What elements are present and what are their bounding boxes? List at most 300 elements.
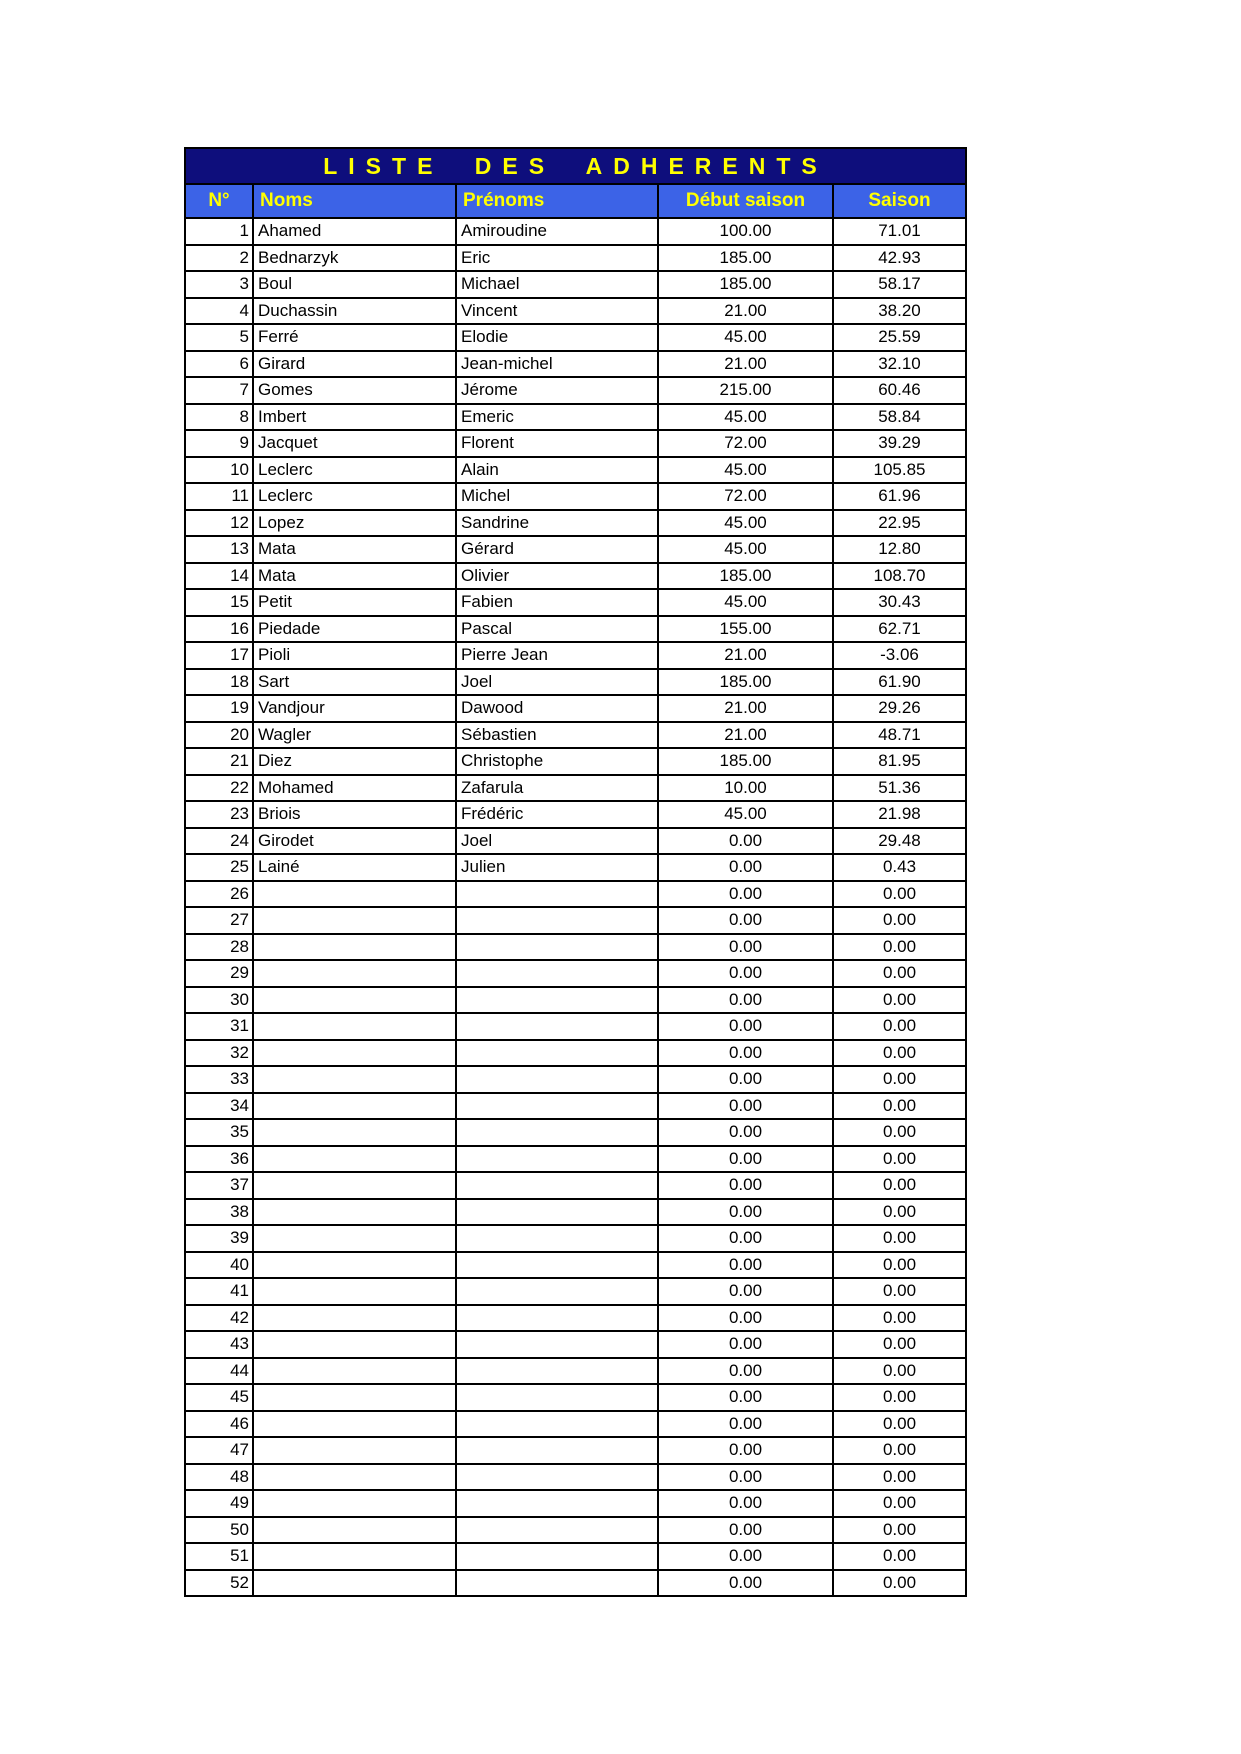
table-row bbox=[185, 1570, 966, 1597]
cell-prenom bbox=[456, 1093, 658, 1120]
cell-numero: 2 bbox=[185, 245, 253, 272]
cell-nom: Mohamed bbox=[253, 775, 456, 802]
cell-numero: 16 bbox=[185, 616, 253, 643]
cell-debut-saison: 21.00 bbox=[658, 298, 833, 325]
cell-numero: 23 bbox=[185, 801, 253, 828]
cell-saison: 105.85 bbox=[833, 457, 966, 484]
table-row bbox=[185, 1225, 966, 1252]
table-row bbox=[185, 748, 966, 775]
table-row bbox=[185, 1093, 966, 1120]
table-body bbox=[185, 218, 966, 1596]
table-row bbox=[185, 483, 966, 510]
cell-debut-saison: 45.00 bbox=[658, 589, 833, 616]
table-row bbox=[185, 245, 966, 272]
cell-saison: 0.00 bbox=[833, 1358, 966, 1385]
cell-numero: 50 bbox=[185, 1517, 253, 1544]
cell-debut-saison: 0.00 bbox=[658, 1119, 833, 1146]
cell-nom bbox=[253, 1331, 456, 1358]
cell-nom bbox=[253, 1146, 456, 1173]
table-row bbox=[185, 801, 966, 828]
table-row bbox=[185, 907, 966, 934]
cell-prenom bbox=[456, 934, 658, 961]
table-row bbox=[185, 377, 966, 404]
cell-nom bbox=[253, 934, 456, 961]
cell-saison: 58.84 bbox=[833, 404, 966, 431]
cell-debut-saison: 0.00 bbox=[658, 960, 833, 987]
cell-nom: Leclerc bbox=[253, 483, 456, 510]
table-row bbox=[185, 404, 966, 431]
cell-saison: 32.10 bbox=[833, 351, 966, 378]
cell-saison: 51.36 bbox=[833, 775, 966, 802]
cell-saison: 0.00 bbox=[833, 1331, 966, 1358]
cell-nom bbox=[253, 1199, 456, 1226]
cell-nom bbox=[253, 1305, 456, 1332]
cell-debut-saison: 155.00 bbox=[658, 616, 833, 643]
cell-prenom: Vincent bbox=[456, 298, 658, 325]
cell-numero: 38 bbox=[185, 1199, 253, 1226]
cell-saison: 0.00 bbox=[833, 881, 966, 908]
table-row bbox=[185, 1172, 966, 1199]
cell-numero: 29 bbox=[185, 960, 253, 987]
table-row bbox=[185, 1384, 966, 1411]
cell-nom bbox=[253, 1093, 456, 1120]
table-row bbox=[185, 828, 966, 855]
cell-prenom bbox=[456, 1517, 658, 1544]
cell-numero: 3 bbox=[185, 271, 253, 298]
cell-numero: 46 bbox=[185, 1411, 253, 1438]
cell-numero: 30 bbox=[185, 987, 253, 1014]
table-row bbox=[185, 987, 966, 1014]
cell-debut-saison: 72.00 bbox=[658, 483, 833, 510]
cell-prenom bbox=[456, 1437, 658, 1464]
cell-prenom: Michael bbox=[456, 271, 658, 298]
cell-saison: 29.48 bbox=[833, 828, 966, 855]
cell-debut-saison: 185.00 bbox=[658, 271, 833, 298]
cell-saison: 0.00 bbox=[833, 1199, 966, 1226]
cell-debut-saison: 21.00 bbox=[658, 642, 833, 669]
cell-saison: 58.17 bbox=[833, 271, 966, 298]
cell-debut-saison: 0.00 bbox=[658, 1570, 833, 1597]
table-row bbox=[185, 1252, 966, 1279]
cell-debut-saison: 0.00 bbox=[658, 1199, 833, 1226]
table-row bbox=[185, 1146, 966, 1173]
table-row bbox=[185, 324, 966, 351]
cell-nom: Bednarzyk bbox=[253, 245, 456, 272]
cell-saison: 0.00 bbox=[833, 960, 966, 987]
cell-nom bbox=[253, 1119, 456, 1146]
cell-saison: 0.00 bbox=[833, 1517, 966, 1544]
cell-numero: 40 bbox=[185, 1252, 253, 1279]
cell-saison: 0.00 bbox=[833, 1119, 966, 1146]
cell-saison: 0.00 bbox=[833, 1146, 966, 1173]
cell-saison: 0.43 bbox=[833, 854, 966, 881]
table-row bbox=[185, 510, 966, 537]
table-row bbox=[185, 1119, 966, 1146]
cell-debut-saison: 0.00 bbox=[658, 828, 833, 855]
cell-saison: 12.80 bbox=[833, 536, 966, 563]
cell-prenom: Joel bbox=[456, 669, 658, 696]
cell-saison: 81.95 bbox=[833, 748, 966, 775]
cell-prenom: Florent bbox=[456, 430, 658, 457]
cell-nom: Petit bbox=[253, 589, 456, 616]
table-row bbox=[185, 642, 966, 669]
table-row bbox=[185, 669, 966, 696]
cell-nom: Wagler bbox=[253, 722, 456, 749]
cell-prenom bbox=[456, 1490, 658, 1517]
cell-prenom bbox=[456, 1225, 658, 1252]
cell-debut-saison: 0.00 bbox=[658, 1464, 833, 1491]
cell-numero: 27 bbox=[185, 907, 253, 934]
cell-prenom: Eric bbox=[456, 245, 658, 272]
cell-debut-saison: 0.00 bbox=[658, 1411, 833, 1438]
cell-debut-saison: 185.00 bbox=[658, 669, 833, 696]
table-row bbox=[185, 1437, 966, 1464]
cell-nom: Pioli bbox=[253, 642, 456, 669]
cell-saison: 0.00 bbox=[833, 987, 966, 1014]
cell-numero: 9 bbox=[185, 430, 253, 457]
cell-nom: Diez bbox=[253, 748, 456, 775]
cell-prenom bbox=[456, 1199, 658, 1226]
table-row bbox=[185, 960, 966, 987]
cell-nom: Mata bbox=[253, 563, 456, 590]
cell-numero: 47 bbox=[185, 1437, 253, 1464]
cell-saison: -3.06 bbox=[833, 642, 966, 669]
table-row bbox=[185, 1543, 966, 1570]
cell-debut-saison: 0.00 bbox=[658, 854, 833, 881]
cell-nom bbox=[253, 1278, 456, 1305]
cell-debut-saison: 45.00 bbox=[658, 324, 833, 351]
cell-nom: Imbert bbox=[253, 404, 456, 431]
cell-numero: 39 bbox=[185, 1225, 253, 1252]
cell-saison: 0.00 bbox=[833, 1437, 966, 1464]
cell-debut-saison: 0.00 bbox=[658, 881, 833, 908]
cell-numero: 5 bbox=[185, 324, 253, 351]
cell-nom bbox=[253, 1570, 456, 1597]
cell-saison: 0.00 bbox=[833, 1543, 966, 1570]
cell-numero: 49 bbox=[185, 1490, 253, 1517]
cell-nom: Duchassin bbox=[253, 298, 456, 325]
cell-numero: 21 bbox=[185, 748, 253, 775]
cell-prenom: Olivier bbox=[456, 563, 658, 590]
cell-debut-saison: 72.00 bbox=[658, 430, 833, 457]
table-row bbox=[185, 616, 966, 643]
cell-saison: 108.70 bbox=[833, 563, 966, 590]
cell-numero: 32 bbox=[185, 1040, 253, 1067]
cell-saison: 0.00 bbox=[833, 1278, 966, 1305]
cell-prenom bbox=[456, 1172, 658, 1199]
cell-debut-saison: 21.00 bbox=[658, 695, 833, 722]
cell-prenom bbox=[456, 881, 658, 908]
cell-debut-saison: 0.00 bbox=[658, 1517, 833, 1544]
table-row bbox=[185, 457, 966, 484]
cell-debut-saison: 0.00 bbox=[658, 1305, 833, 1332]
cell-numero: 8 bbox=[185, 404, 253, 431]
cell-nom bbox=[253, 1517, 456, 1544]
cell-nom bbox=[253, 1066, 456, 1093]
cell-nom bbox=[253, 1543, 456, 1570]
cell-saison: 0.00 bbox=[833, 1570, 966, 1597]
cell-saison: 25.59 bbox=[833, 324, 966, 351]
cell-prenom bbox=[456, 1464, 658, 1491]
cell-nom: Boul bbox=[253, 271, 456, 298]
table-row bbox=[185, 218, 966, 245]
table-row bbox=[185, 854, 966, 881]
cell-nom bbox=[253, 1252, 456, 1279]
cell-numero: 17 bbox=[185, 642, 253, 669]
cell-saison: 22.95 bbox=[833, 510, 966, 537]
cell-nom: Girard bbox=[253, 351, 456, 378]
cell-prenom: Pierre Jean bbox=[456, 642, 658, 669]
cell-debut-saison: 0.00 bbox=[658, 1331, 833, 1358]
cell-saison: 0.00 bbox=[833, 1464, 966, 1491]
cell-nom: Gomes bbox=[253, 377, 456, 404]
cell-prenom bbox=[456, 907, 658, 934]
table-row bbox=[185, 1199, 966, 1226]
cell-debut-saison: 0.00 bbox=[658, 907, 833, 934]
cell-numero: 14 bbox=[185, 563, 253, 590]
cell-saison: 21.98 bbox=[833, 801, 966, 828]
table-row bbox=[185, 775, 966, 802]
cell-numero: 52 bbox=[185, 1570, 253, 1597]
cell-debut-saison: 0.00 bbox=[658, 1013, 833, 1040]
table-row bbox=[185, 351, 966, 378]
cell-debut-saison: 45.00 bbox=[658, 536, 833, 563]
header-cell-saison: Saison bbox=[833, 184, 966, 218]
cell-nom bbox=[253, 1490, 456, 1517]
cell-nom bbox=[253, 1411, 456, 1438]
cell-numero: 36 bbox=[185, 1146, 253, 1173]
cell-debut-saison: 21.00 bbox=[658, 351, 833, 378]
cell-prenom bbox=[456, 1013, 658, 1040]
cell-saison: 0.00 bbox=[833, 1305, 966, 1332]
cell-nom: Ferré bbox=[253, 324, 456, 351]
cell-saison: 0.00 bbox=[833, 1013, 966, 1040]
cell-nom: Ahamed bbox=[253, 218, 456, 245]
cell-numero: 24 bbox=[185, 828, 253, 855]
cell-nom bbox=[253, 1225, 456, 1252]
cell-nom: Lainé bbox=[253, 854, 456, 881]
cell-nom bbox=[253, 881, 456, 908]
cell-numero: 19 bbox=[185, 695, 253, 722]
cell-debut-saison: 0.00 bbox=[658, 987, 833, 1014]
cell-prenom bbox=[456, 1040, 658, 1067]
cell-nom: Vandjour bbox=[253, 695, 456, 722]
cell-saison: 61.90 bbox=[833, 669, 966, 696]
cell-numero: 12 bbox=[185, 510, 253, 537]
cell-nom: Girodet bbox=[253, 828, 456, 855]
table-row bbox=[185, 934, 966, 961]
cell-nom bbox=[253, 1358, 456, 1385]
cell-saison: 0.00 bbox=[833, 934, 966, 961]
table-row bbox=[185, 722, 966, 749]
cell-prenom: Fabien bbox=[456, 589, 658, 616]
cell-debut-saison: 0.00 bbox=[658, 1172, 833, 1199]
cell-nom: Leclerc bbox=[253, 457, 456, 484]
cell-prenom: Amiroudine bbox=[456, 218, 658, 245]
cell-saison: 60.46 bbox=[833, 377, 966, 404]
table-row bbox=[185, 1411, 966, 1438]
cell-debut-saison: 0.00 bbox=[658, 1490, 833, 1517]
cell-saison: 0.00 bbox=[833, 1040, 966, 1067]
cell-numero: 37 bbox=[185, 1172, 253, 1199]
cell-saison: 0.00 bbox=[833, 1411, 966, 1438]
cell-debut-saison: 45.00 bbox=[658, 510, 833, 537]
cell-prenom: Gérard bbox=[456, 536, 658, 563]
cell-prenom bbox=[456, 1252, 658, 1279]
cell-nom: Piedade bbox=[253, 616, 456, 643]
cell-nom: Briois bbox=[253, 801, 456, 828]
cell-nom bbox=[253, 987, 456, 1014]
cell-debut-saison: 0.00 bbox=[658, 1146, 833, 1173]
cell-debut-saison: 10.00 bbox=[658, 775, 833, 802]
cell-numero: 25 bbox=[185, 854, 253, 881]
cell-numero: 41 bbox=[185, 1278, 253, 1305]
cell-numero: 34 bbox=[185, 1093, 253, 1120]
cell-prenom: Sébastien bbox=[456, 722, 658, 749]
cell-numero: 13 bbox=[185, 536, 253, 563]
cell-saison: 42.93 bbox=[833, 245, 966, 272]
cell-prenom: Julien bbox=[456, 854, 658, 881]
cell-numero: 26 bbox=[185, 881, 253, 908]
cell-saison: 0.00 bbox=[833, 1384, 966, 1411]
cell-numero: 42 bbox=[185, 1305, 253, 1332]
cell-prenom bbox=[456, 1066, 658, 1093]
table-row bbox=[185, 1517, 966, 1544]
table-row bbox=[185, 563, 966, 590]
cell-numero: 11 bbox=[185, 483, 253, 510]
header-cell-numero: N° bbox=[185, 184, 253, 218]
cell-debut-saison: 0.00 bbox=[658, 1225, 833, 1252]
cell-prenom bbox=[456, 1411, 658, 1438]
cell-saison: 71.01 bbox=[833, 218, 966, 245]
table-row bbox=[185, 430, 966, 457]
cell-numero: 22 bbox=[185, 775, 253, 802]
cell-nom bbox=[253, 1172, 456, 1199]
cell-nom: Mata bbox=[253, 536, 456, 563]
cell-numero: 18 bbox=[185, 669, 253, 696]
table-row bbox=[185, 1358, 966, 1385]
table-row bbox=[185, 1013, 966, 1040]
cell-saison: 61.96 bbox=[833, 483, 966, 510]
cell-numero: 6 bbox=[185, 351, 253, 378]
cell-nom bbox=[253, 1437, 456, 1464]
cell-saison: 0.00 bbox=[833, 1066, 966, 1093]
table-row bbox=[185, 271, 966, 298]
cell-saison: 38.20 bbox=[833, 298, 966, 325]
cell-saison: 48.71 bbox=[833, 722, 966, 749]
cell-saison: 0.00 bbox=[833, 907, 966, 934]
cell-nom bbox=[253, 1040, 456, 1067]
cell-saison: 0.00 bbox=[833, 1225, 966, 1252]
table-row bbox=[185, 298, 966, 325]
cell-numero: 15 bbox=[185, 589, 253, 616]
cell-debut-saison: 0.00 bbox=[658, 1252, 833, 1279]
adherents-table bbox=[184, 147, 967, 1597]
cell-prenom bbox=[456, 1384, 658, 1411]
cell-debut-saison: 185.00 bbox=[658, 563, 833, 590]
cell-saison: 62.71 bbox=[833, 616, 966, 643]
cell-prenom: Sandrine bbox=[456, 510, 658, 537]
cell-debut-saison: 0.00 bbox=[658, 1384, 833, 1411]
table-row bbox=[185, 1464, 966, 1491]
cell-debut-saison: 0.00 bbox=[658, 1278, 833, 1305]
header-row bbox=[185, 184, 966, 218]
title-row bbox=[185, 148, 966, 184]
cell-numero: 45 bbox=[185, 1384, 253, 1411]
cell-prenom: Joel bbox=[456, 828, 658, 855]
cell-saison: 0.00 bbox=[833, 1252, 966, 1279]
cell-debut-saison: 185.00 bbox=[658, 748, 833, 775]
cell-prenom: Pascal bbox=[456, 616, 658, 643]
table-row bbox=[185, 1278, 966, 1305]
cell-debut-saison: 215.00 bbox=[658, 377, 833, 404]
table-row bbox=[185, 589, 966, 616]
cell-prenom bbox=[456, 1543, 658, 1570]
cell-prenom: Alain bbox=[456, 457, 658, 484]
table-row bbox=[185, 1490, 966, 1517]
cell-debut-saison: 0.00 bbox=[658, 1093, 833, 1120]
cell-nom: Sart bbox=[253, 669, 456, 696]
cell-prenom: Elodie bbox=[456, 324, 658, 351]
cell-prenom bbox=[456, 1358, 658, 1385]
cell-prenom: Frédéric bbox=[456, 801, 658, 828]
cell-prenom: Zafarula bbox=[456, 775, 658, 802]
cell-prenom bbox=[456, 1146, 658, 1173]
cell-numero: 7 bbox=[185, 377, 253, 404]
cell-prenom: Jean-michel bbox=[456, 351, 658, 378]
cell-saison: 39.29 bbox=[833, 430, 966, 457]
cell-debut-saison: 0.00 bbox=[658, 1358, 833, 1385]
table-row bbox=[185, 695, 966, 722]
cell-debut-saison: 21.00 bbox=[658, 722, 833, 749]
cell-debut-saison: 185.00 bbox=[658, 245, 833, 272]
cell-prenom: Jérome bbox=[456, 377, 658, 404]
header-cell-debut-saison: Début saison bbox=[658, 184, 833, 218]
cell-numero: 44 bbox=[185, 1358, 253, 1385]
cell-nom: Lopez bbox=[253, 510, 456, 537]
cell-nom bbox=[253, 1464, 456, 1491]
cell-numero: 20 bbox=[185, 722, 253, 749]
table-row bbox=[185, 536, 966, 563]
cell-saison: 29.26 bbox=[833, 695, 966, 722]
table-row bbox=[185, 1040, 966, 1067]
cell-saison: 0.00 bbox=[833, 1093, 966, 1120]
cell-numero: 51 bbox=[185, 1543, 253, 1570]
header-cell-prenoms: Prénoms bbox=[456, 184, 658, 218]
cell-prenom bbox=[456, 1570, 658, 1597]
table-row bbox=[185, 881, 966, 908]
cell-saison: 0.00 bbox=[833, 1490, 966, 1517]
table-row bbox=[185, 1331, 966, 1358]
table-row bbox=[185, 1066, 966, 1093]
cell-numero: 1 bbox=[185, 218, 253, 245]
cell-debut-saison: 45.00 bbox=[658, 457, 833, 484]
cell-numero: 33 bbox=[185, 1066, 253, 1093]
cell-prenom bbox=[456, 987, 658, 1014]
table-row bbox=[185, 1305, 966, 1332]
cell-prenom: Dawood bbox=[456, 695, 658, 722]
cell-nom: Jacquet bbox=[253, 430, 456, 457]
cell-debut-saison: 45.00 bbox=[658, 801, 833, 828]
cell-prenom bbox=[456, 1331, 658, 1358]
cell-numero: 10 bbox=[185, 457, 253, 484]
cell-prenom bbox=[456, 1305, 658, 1332]
cell-numero: 43 bbox=[185, 1331, 253, 1358]
cell-prenom bbox=[456, 1278, 658, 1305]
cell-debut-saison: 0.00 bbox=[658, 1066, 833, 1093]
cell-nom bbox=[253, 1384, 456, 1411]
header-cell-noms: Noms bbox=[253, 184, 456, 218]
